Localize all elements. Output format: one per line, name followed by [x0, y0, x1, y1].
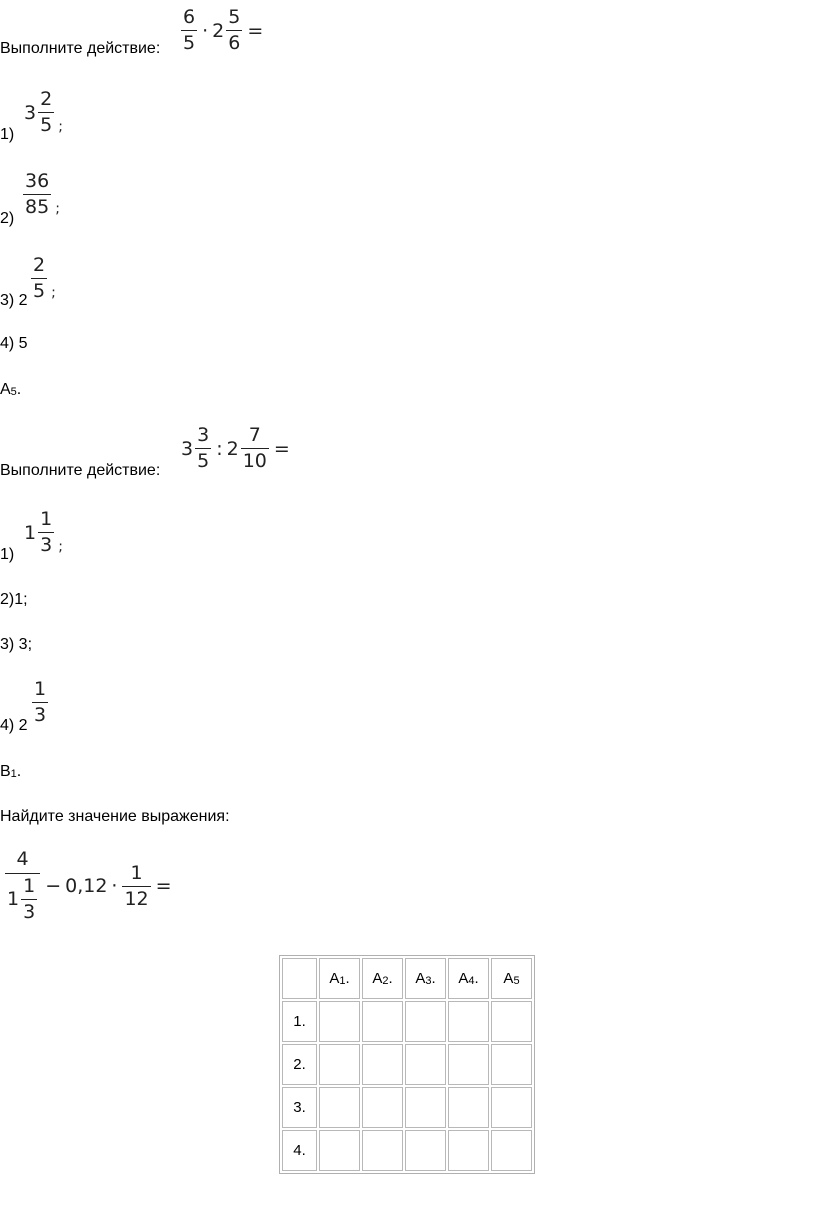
- table-header-cell: А2.: [362, 958, 403, 999]
- q4-option-1-value: 3 $\frac{2}{5}$ ;: [24, 88, 63, 136]
- q4-expression: $\frac{6}{5}$ · 2 $\frac{5}{6}$ =: [183, 6, 264, 54]
- table-row: [282, 1087, 532, 1128]
- answer-cell[interactable]: [405, 1087, 446, 1128]
- a5-option-1-value: 1 $\frac{1}{3}$ ;: [24, 508, 63, 556]
- fraction: $\frac{6}{5}$: [183, 6, 196, 54]
- a5-option-2: 2)1;: [0, 591, 28, 608]
- q4-option-2-value: $\frac{36}{85}$ ;: [25, 170, 60, 218]
- row-label: 1.: [282, 1001, 317, 1042]
- answer-cell[interactable]: [491, 1001, 532, 1042]
- table-header-cell: А4.: [448, 958, 489, 999]
- answer-table: [279, 955, 535, 1174]
- answer-cell[interactable]: [491, 1130, 532, 1171]
- answer-cell[interactable]: [448, 1001, 489, 1042]
- table-row: [282, 1044, 532, 1085]
- a5-expression: 3 $\frac{3}{5}$ : 2 $\frac{7}{10}$ =: [181, 424, 290, 472]
- complex-fraction: 4 1 $\frac{1}{3}$: [5, 850, 40, 922]
- answer-cell[interactable]: [362, 1044, 403, 1085]
- table-header-cell: А1.: [319, 958, 360, 999]
- a5-option-1-label: 1): [0, 546, 15, 563]
- answer-cell[interactable]: [405, 1044, 446, 1085]
- q4-option-2-label: 2): [0, 210, 15, 227]
- table-header-cell: А5: [491, 958, 532, 999]
- q4-prompt: Выполните действие:: [0, 40, 161, 57]
- answer-cell[interactable]: [491, 1087, 532, 1128]
- table-header-cell: А3.: [405, 958, 446, 999]
- q4-option-3-label: 3) 2: [0, 292, 28, 309]
- answer-cell[interactable]: [405, 1001, 446, 1042]
- answer-cell[interactable]: [491, 1044, 532, 1085]
- answer-cell[interactable]: [362, 1130, 403, 1171]
- a5-option-4-label: 4) 2: [0, 717, 28, 734]
- fraction: $\frac{5}{6}$: [228, 6, 241, 54]
- q4-option-3-value: $\frac{2}{5}$ ;: [33, 254, 56, 302]
- b1-heading: В1.: [0, 763, 22, 780]
- a5-option-3: 3) 3;: [0, 636, 33, 653]
- q4-option-4: 4) 5: [0, 335, 28, 352]
- answer-cell[interactable]: [362, 1087, 403, 1128]
- answer-cell[interactable]: [448, 1087, 489, 1128]
- table-header-row: [282, 958, 532, 999]
- answer-cell[interactable]: [405, 1130, 446, 1171]
- row-label: 4.: [282, 1130, 317, 1171]
- b1-expression: 4 1 $\frac{1}{3}$ − 0,12 · $\frac{1}{12}$ =: [7, 848, 172, 923]
- answer-cell[interactable]: [319, 1001, 360, 1042]
- answer-cell[interactable]: [319, 1130, 360, 1171]
- b1-prompt: Найдите значение выражения:: [0, 808, 230, 825]
- row-label: 3.: [282, 1087, 317, 1128]
- answer-cell[interactable]: [319, 1044, 360, 1085]
- answer-cell[interactable]: [448, 1130, 489, 1171]
- q4-option-1-label: 1): [0, 126, 15, 143]
- a5-prompt: Выполните действие:: [0, 462, 161, 479]
- answer-cell[interactable]: [448, 1044, 489, 1085]
- a5-heading: А5.: [0, 381, 22, 398]
- table-corner-cell: [282, 958, 317, 999]
- answer-cell[interactable]: [319, 1087, 360, 1128]
- a5-option-4-value: $\frac{1}{3}$: [34, 678, 47, 726]
- row-label: 2.: [282, 1044, 317, 1085]
- answer-cell[interactable]: [362, 1001, 403, 1042]
- table-row: [282, 1001, 532, 1042]
- table-row: [282, 1130, 532, 1171]
